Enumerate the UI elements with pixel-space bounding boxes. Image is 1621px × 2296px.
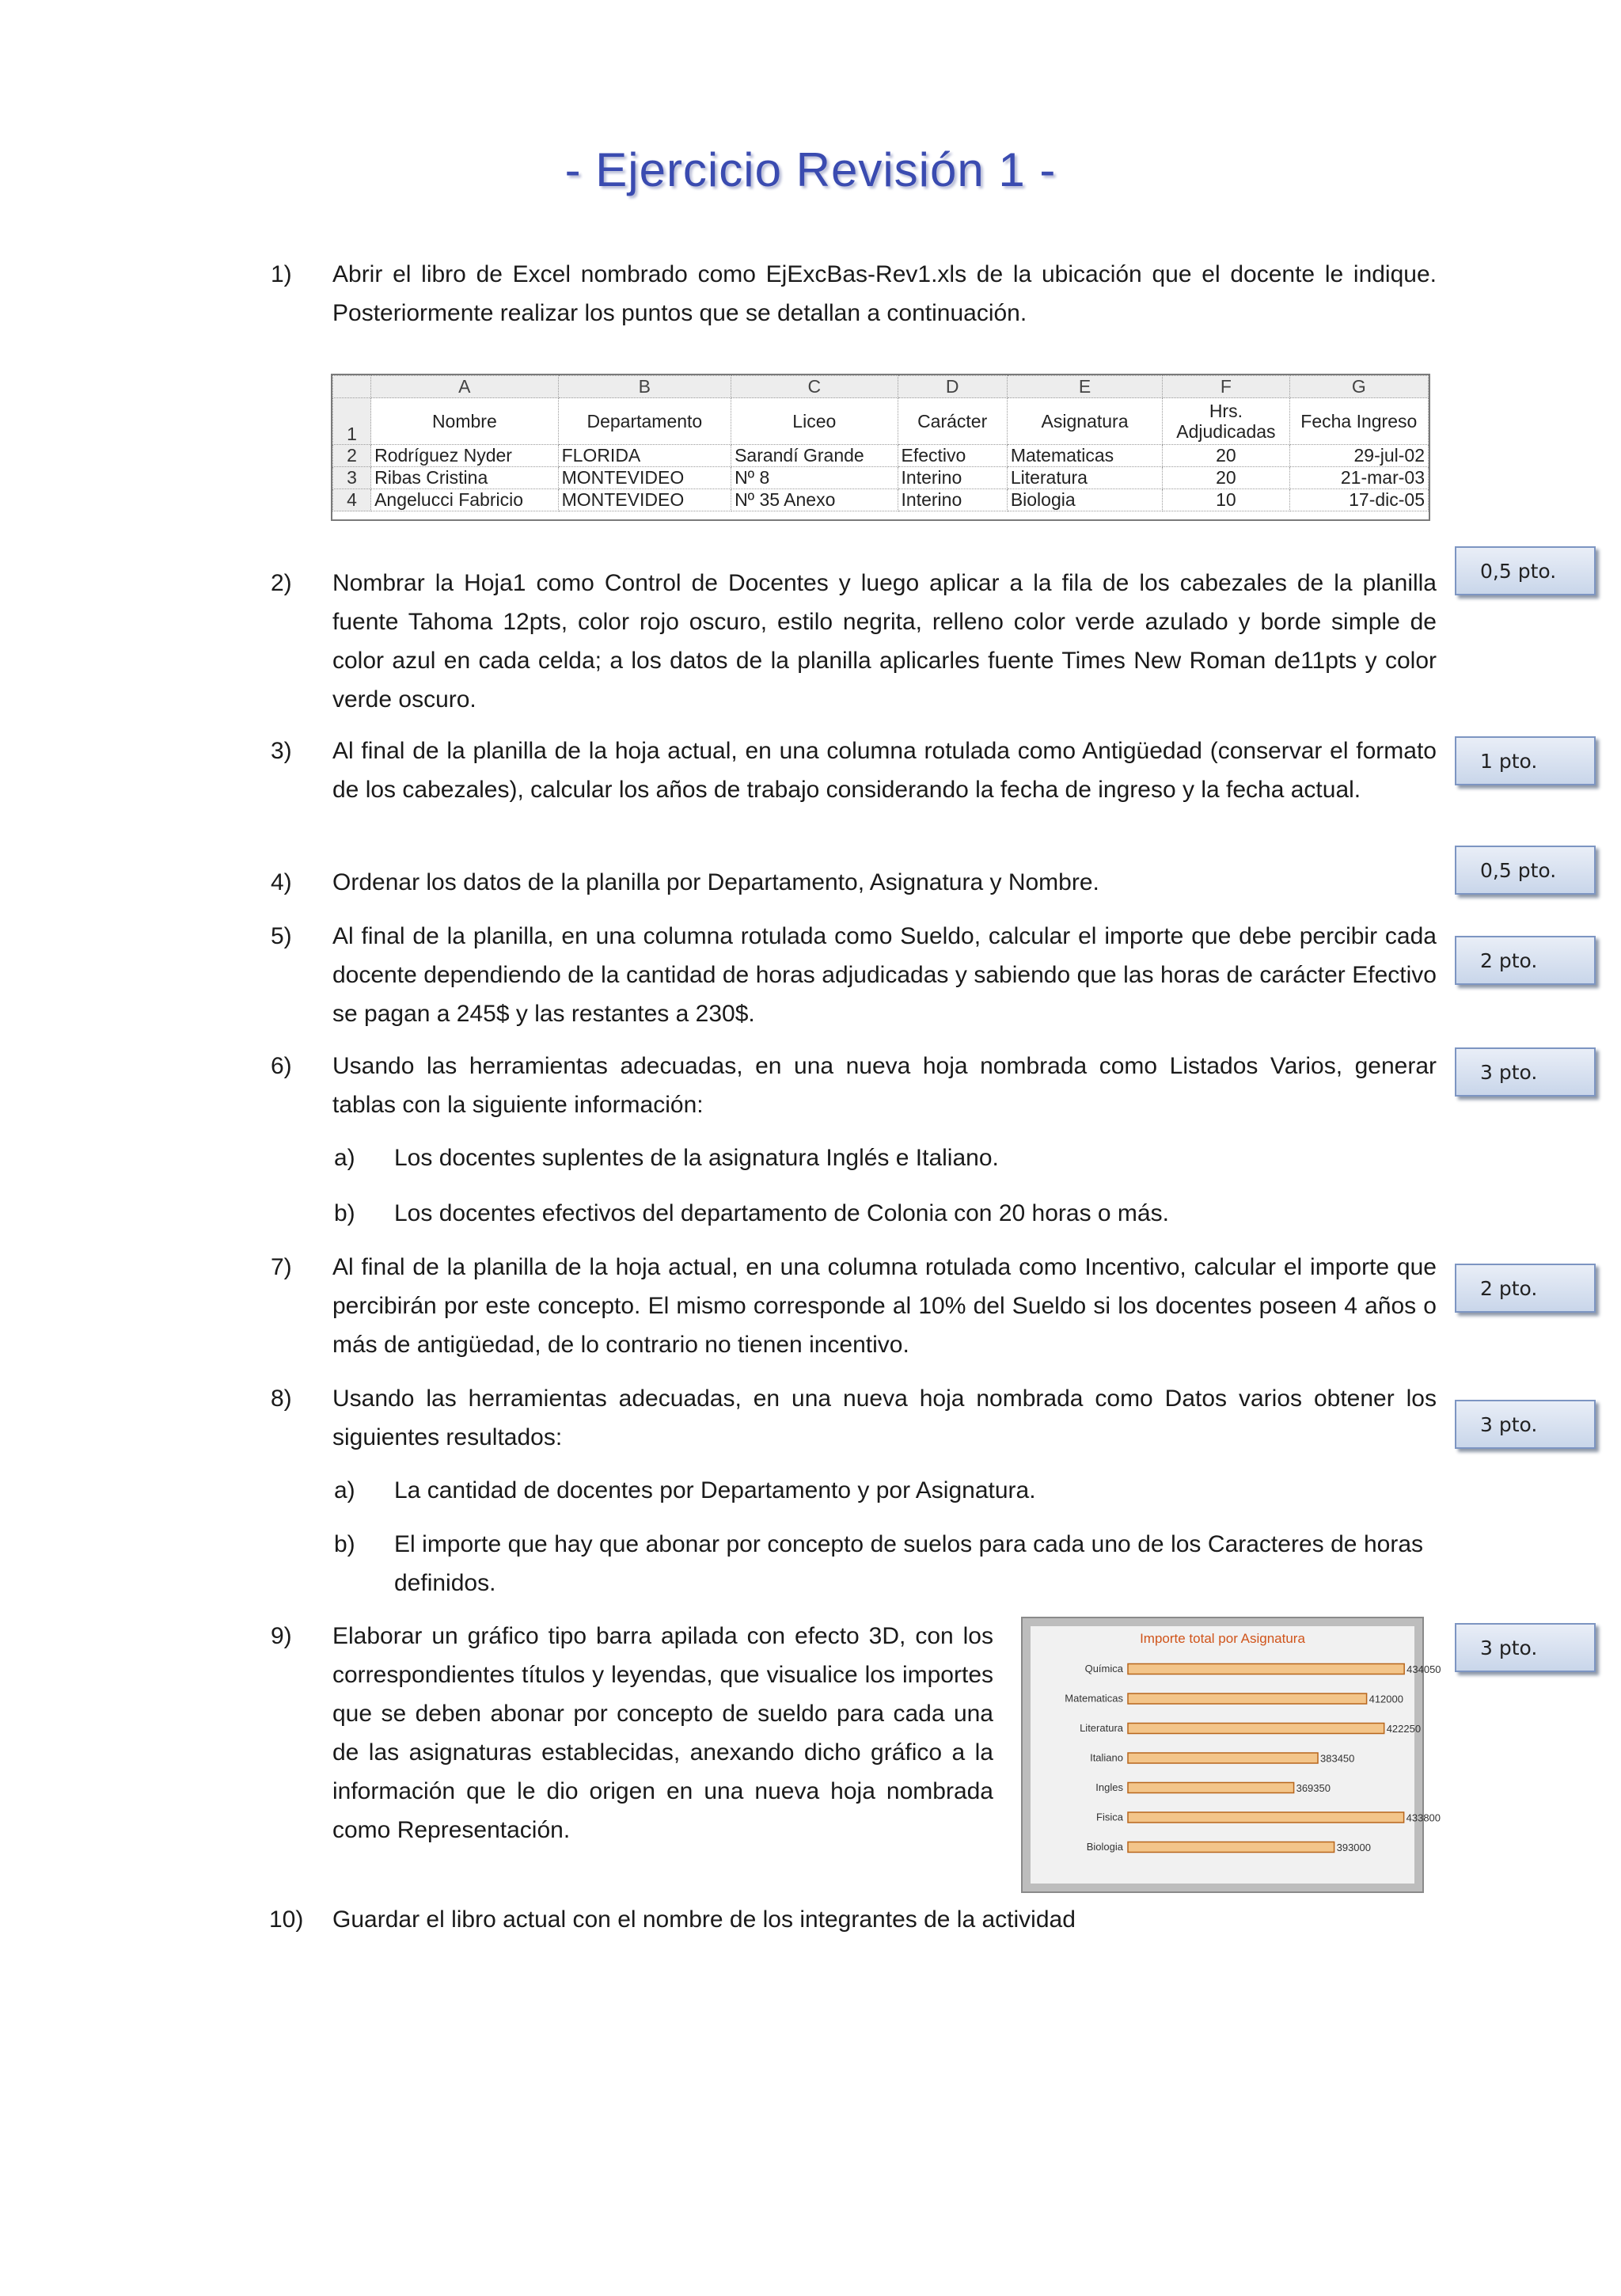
item-text: Guardar el libro actual con el nombre de los integrantes de la actividad [332,1906,1076,1933]
score-badge: 2 pto. [1455,936,1596,985]
category-label: Matematicas [1065,1692,1123,1705]
header-cell: Hrs. Adjudicadas [1163,398,1289,445]
score-badge: 0,5 pto. [1455,546,1596,595]
data-label: 422250 [1386,1723,1422,1735]
table-cell: MONTEVIDEO [558,489,731,511]
header-row [333,398,1429,445]
item-text: Elaborar un gráfico tipo barra apilada con efecto 3D, con los correspondientes títulos y leyendas, que visualice los importes que se deben abonar por concepto de sueldo para cada una de las asignaturas establecidas, anexando dicho gráfico a la información que le dio origen en una nueva hoja nombrada como Representación. [332,1623,993,1843]
table-cell: Matematicas [1007,445,1162,467]
category-label: Fisica [1096,1811,1123,1823]
data-label: 369350 [1296,1782,1331,1794]
column-letter: D [898,376,1007,398]
item-number: 3) [271,738,292,764]
table-cell: Sarandí Grande [731,445,898,467]
sub-item-text: Los docentes suplentes de la asignatura Inglés e Italiano. [394,1145,999,1171]
category-label: Literatura [1080,1722,1123,1734]
chart-svg [1023,1618,1441,1891]
header-cell: Asignatura [1007,398,1162,445]
item-number: 1) [271,261,292,287]
table-cell: 10 [1163,489,1289,511]
table-row [333,445,1429,467]
row-number: 3 [333,467,371,489]
data-label: 434050 [1407,1663,1441,1675]
table-row [333,467,1429,489]
item-number: 7) [271,1254,292,1280]
table-cell: Literatura [1007,467,1162,489]
item-text: Abrir el libro de Excel nombrado como EjExcBas-Rev1.xls de la ubicación que el docente le indique. Posteriormente realizar los puntos que se detallan a continuación. [332,261,1437,326]
row-number: 4 [333,489,371,511]
bar [1128,1812,1404,1823]
item-text: Al final de la planilla de la hoja actual, en una columna rotulada como Antigüedad (conservar el formato de los cabezales), calcular los años de trabajo considerando la fecha de ingreso y la fecha actual. [332,738,1437,803]
item-text: Al final de la planilla de la hoja actual, en una columna rotulada como Incentivo, calcular el importe que percibirán por este concepto. El mismo corresponde al 10% del Sueldo si los docentes poseen 4 años o más de antigüedad, de lo contrario no tienen incentivo. [332,1254,1437,1358]
bar [1128,1783,1294,1793]
data-label: 383450 [1320,1752,1355,1765]
category-label: Química [1084,1663,1123,1674]
score-badge: 3 pto. [1455,1400,1596,1449]
column-letter: A [371,376,559,398]
table-row [333,489,1429,511]
sub-item-label: a) [334,1477,355,1503]
sub-item-label: a) [334,1145,355,1171]
spreadsheet-image [331,374,1430,521]
item-number: 10) [269,1906,304,1933]
category-label: Ingles [1095,1781,1123,1793]
column-letter: F [1163,376,1289,398]
sub-item-label: b) [334,1200,355,1226]
header-cell: Nombre [371,398,559,445]
header-cell: Carácter [898,398,1007,445]
bar [1128,1693,1367,1704]
item-number: 6) [271,1053,292,1079]
table-cell: Ribas Cristina [371,467,559,489]
table-cell: Rodríguez Nyder [371,445,559,467]
table-cell: 21-mar-03 [1289,467,1428,489]
score-badge: 3 pto. [1455,1623,1596,1672]
score-badge: 3 pto. [1455,1047,1596,1097]
data-label: 412000 [1369,1693,1403,1705]
score-badge: 0,5 pto. [1455,846,1596,895]
item-text: Usando las herramientas adecuadas, en una nueva hoja nombrada como Datos varios obtener los siguientes resultados: [332,1386,1437,1450]
header-cell: Departamento [558,398,731,445]
table-cell: 20 [1163,467,1289,489]
item-text: Nombrar la Hoja1 como Control de Docentes y luego aplicar a la fila de los cabezales de la planilla fuente Tahoma 12pts, color rojo oscuro, estilo negrita, relleno color verde azulado y borde simple de color azul en cada celda; a los datos de la planilla aplicarles fuente Times New Roman de11pts y color verde oscuro. [332,570,1437,713]
column-letter: B [558,376,731,398]
data-label: 393000 [1336,1842,1372,1853]
category-label: Italiano [1090,1751,1123,1764]
bar-chart-image [1021,1617,1441,1893]
bar [1128,1724,1384,1734]
table-cell: Nº 35 Anexo [731,489,898,511]
data-label: 433800 [1406,1811,1441,1824]
sub-item-text: La cantidad de docentes por Departamento y por Asignatura. [394,1477,1036,1503]
bar [1128,1842,1334,1853]
header-cell: Fecha Ingreso [1289,398,1428,445]
table-cell: Nº 8 [731,467,898,489]
header-cell: Liceo [731,398,898,445]
item-text: Ordenar los datos de la planilla por Departamento, Asignatura y Nombre. [332,869,1099,895]
table-cell: Efectivo [898,445,1007,467]
score-badge: 1 pto. [1455,736,1596,785]
sub-item-text: El importe que hay que abonar por concepto de suelos para cada uno de los Caracteres de horas definidos. [394,1531,1423,1596]
item-number: 4) [271,869,292,895]
table-cell: Interino [898,467,1007,489]
item-text: Al final de la planilla, en una columna rotulada como Sueldo, calcular el importe que debe percibir cada docente dependiendo de la cantidad de horas adjudicadas y sabiendo que las horas de carácter Efectivo se pagan a 245$ y las restantes a 230$. [332,923,1437,1027]
page-title: - Ejercicio Revisión 1 - [564,143,1057,196]
item-number: 2) [271,570,292,596]
table-cell: Biologia [1007,489,1162,511]
chart-title: Importe total por Asignatura [1140,1631,1305,1646]
category-label: Biologia [1086,1841,1123,1853]
table-cell: 29-jul-02 [1289,445,1428,467]
bar [1128,1753,1318,1763]
row-number: 1 [333,398,371,445]
table-cell: 20 [1163,445,1289,467]
score-badge: 2 pto. [1455,1264,1596,1313]
bar [1128,1664,1404,1674]
column-letter: C [731,376,898,398]
row-number: 2 [333,445,371,467]
item-text: Usando las herramientas adecuadas, en una nueva hoja nombrada como Listados Varios, generar tablas con la siguiente información: [332,1053,1437,1118]
column-letter: E [1007,376,1162,398]
item-number: 9) [271,1623,292,1649]
table-cell: FLORIDA [558,445,731,467]
item-number: 5) [271,923,292,949]
table-cell: Interino [898,489,1007,511]
item-number: 8) [271,1386,292,1412]
table-cell: MONTEVIDEO [558,467,731,489]
sub-item-label: b) [334,1531,355,1557]
table-cell: Angelucci Fabricio [371,489,559,511]
table-cell: 17-dic-05 [1289,489,1428,511]
column-letters-row [333,376,1429,398]
sub-item-text: Los docentes efectivos del departamento de Colonia con 20 horas o más. [394,1200,1169,1226]
column-letter: G [1289,376,1428,398]
